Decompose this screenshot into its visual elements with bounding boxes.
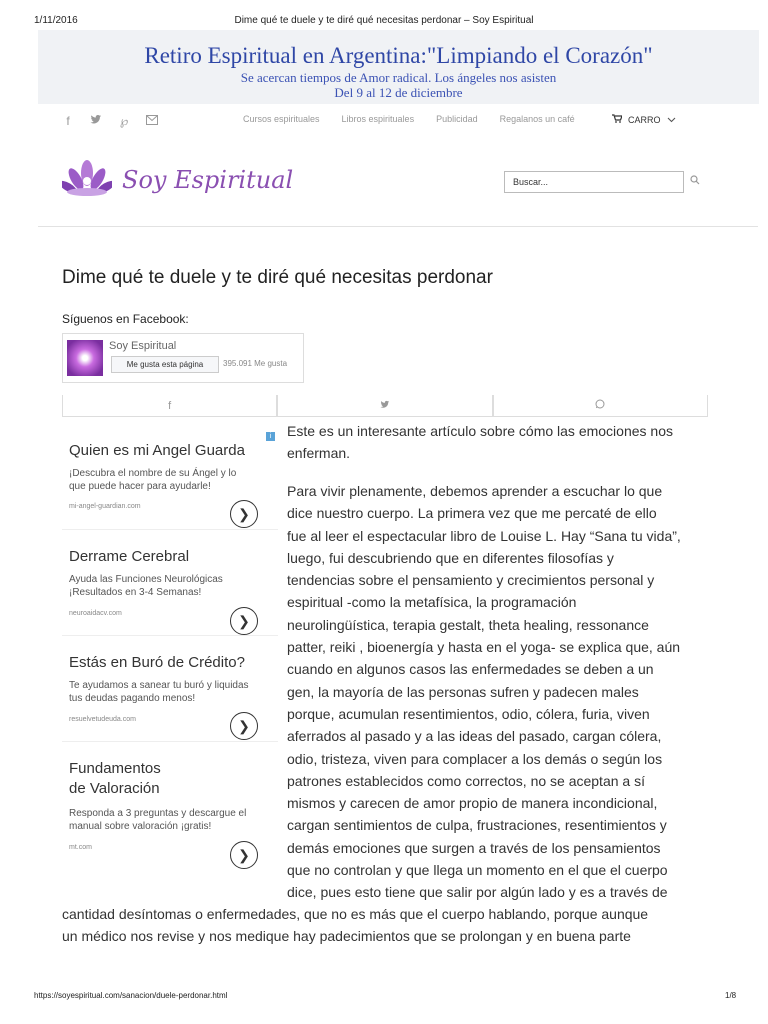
facebook-follow-label: Síguenos en Facebook: [62, 312, 189, 326]
ad-desc-line: Te ayudamos a sanear tu buró y liquidas [69, 680, 249, 691]
search-input[interactable]: Buscar... [504, 171, 684, 193]
ad-url: neuroaidacv.com [69, 610, 122, 617]
text-line: demás emociones que surgen a través de los pensamientos [287, 839, 661, 856]
ad-description [69, 679, 274, 705]
text-line: odio, tristeza, viven para complacer a los demás o según los [287, 750, 663, 767]
fb-like-button[interactable]: Me gusta esta página [111, 356, 219, 373]
email-icon[interactable] [146, 114, 158, 128]
print-url: https://soyespiritual.com/sanacion/duele-perdonar.html [34, 991, 228, 1000]
text-line: cuando en algunos casos las enfermedades se deben a un [287, 661, 654, 678]
banner-dates: Del 9 al 12 de diciembre [334, 85, 463, 100]
banner-subline: Se acercan tiempos de Amor radical. Los ángeles nos asisten [240, 70, 557, 85]
text-line: que no controlan y que llega un momento en el que el cuerpo [287, 862, 668, 879]
ad-desc-line: que puede hacer para ayudarle! [69, 481, 211, 492]
cart-icon [612, 114, 622, 125]
page-avatar[interactable] [67, 340, 103, 376]
print-title: Dime qué te duele y te diré qué necesitas perdonar – Soy Espiritual [234, 15, 534, 26]
ad-title[interactable]: Quien es mi Angel Guarda [69, 442, 245, 459]
text-line: neurolingüística, terapia gestalt, theta healing, ressonance [287, 616, 649, 633]
share-twitter-button[interactable] [277, 395, 492, 417]
logo-text: Soy Espiritual [122, 166, 294, 194]
whatsapp-icon [595, 400, 605, 412]
chevron-down-icon [667, 115, 676, 125]
text-line: dice nuestro cuerpo. La primera vez que me percaté de ello [287, 505, 657, 522]
promo-banner[interactable] [38, 30, 759, 104]
share-facebook-button[interactable] [62, 395, 277, 417]
text-line: luego, fui descubriendo que en diferentes filosofías y [287, 549, 614, 566]
share-whatsapp-button[interactable] [493, 395, 708, 417]
ad-chevron-right-icon[interactable]: ❯ [230, 500, 258, 528]
ad-desc-line: ¡Descubra el nombre de su Ángel y lo [69, 468, 237, 479]
ad-url: resuelvetudeuda.com [69, 716, 136, 723]
ad-card[interactable] [62, 539, 278, 636]
ad-desc-line: ¡Resultados en 3-4 Semanas! [69, 587, 202, 598]
ad-chevron-right-icon[interactable]: ❯ [230, 841, 258, 869]
pinterest-icon[interactable]: ℘ [119, 114, 129, 128]
page-title: Dime qué te duele y te diré qué necesitas perdonar [62, 267, 493, 288]
facebook-icon[interactable]: f [66, 114, 70, 128]
article-paragraph-continued [62, 903, 742, 948]
adchoices-icon[interactable]: i [266, 432, 275, 441]
lotus-icon [62, 159, 112, 201]
fb-like-count: 395.091 Me gusta [223, 359, 288, 368]
text-line: enferman. [287, 445, 351, 462]
share-bar [62, 395, 708, 417]
ad-desc-line: Responda a 3 preguntas y descargue el [69, 808, 247, 819]
ad-title-line: Fundamentos [69, 760, 161, 777]
twitter-icon[interactable] [90, 114, 102, 128]
social-links [62, 114, 158, 128]
text-line: patter, reiki , bioenergía y hasta en el yoga- se explica que, aún [287, 639, 681, 656]
ad-card[interactable] [62, 645, 278, 742]
search-icon[interactable] [690, 175, 700, 188]
ad-chevron-right-icon[interactable]: ❯ [230, 712, 258, 740]
ad-url: mt.com [69, 844, 92, 851]
print-date: 1/11/2016 [34, 15, 78, 26]
text-line: porque, acumulan resentimientos, odio, cólera, furia, viven [287, 705, 650, 722]
ad-chevron-right-icon[interactable]: ❯ [230, 607, 258, 635]
ad-title[interactable] [69, 759, 161, 799]
header-divider [38, 226, 758, 227]
text-line: dice, pues esto tiene que salir por algún lado y es a través de [287, 884, 668, 901]
text-line: un médico nos revise y nos medique hay padecimientos que se prolongan y en buena parte [62, 928, 631, 945]
text-line: tendencias sobre el pensamiento y crecimientos personal y [287, 572, 655, 589]
nav-cursos[interactable]: Cursos espirituales [243, 114, 320, 124]
ad-card[interactable] [62, 433, 278, 530]
text-line: cargan sentimientos de culpa, frustraciones, resentimientos y [287, 817, 667, 834]
text-line: fue al leer el espectacular libro de Louise L. Hay “Sana tu vida”, [287, 527, 681, 544]
facebook-page-widget [62, 333, 304, 383]
text-line: Este es un interesante artículo sobre cómo las emociones nos [287, 423, 673, 439]
nav-publicidad[interactable]: Publicidad [436, 114, 478, 124]
text-line: cantidad desíntomas o enfermedades, que no es más que el cuerpo hablando, porque aunque [62, 906, 649, 922]
nav-regalanos[interactable]: Regalanos un café [499, 114, 575, 124]
cart-menu[interactable] [612, 114, 676, 125]
ad-description [69, 573, 274, 599]
text-line: Para vivir plenamente, debemos aprender a escuchar lo que [287, 483, 663, 499]
ad-desc-line: Ayuda las Funciones Neurológicas [69, 574, 223, 585]
text-line: gen, la mayoría de las personas sufren y padecen males [287, 683, 639, 700]
text-line: patrones establecidos como correctos, no se aceptan a sí [287, 772, 645, 789]
article-paragraph [287, 420, 727, 465]
banner-headline: Retiro Espiritual en Argentina:"Limpiando el Corazón" [144, 43, 653, 68]
fb-page-name[interactable]: Soy Espiritual [109, 340, 177, 352]
article-paragraph [287, 480, 727, 904]
ad-url: mi-angel-guardian.com [69, 503, 141, 510]
twitter-icon [380, 400, 390, 412]
ad-description [69, 807, 274, 833]
text-line: espiritual -como la metafísica, la programación [287, 594, 577, 611]
nav-libros[interactable]: Libros espirituales [341, 114, 415, 124]
text-line: mismos y carecen de amor propio de manera incondicional, [287, 795, 658, 812]
ad-desc-line: tus deudas pagando menos! [69, 693, 196, 704]
ad-title[interactable]: Estás en Buró de Crédito? [69, 654, 245, 671]
ad-title[interactable]: Derrame Cerebral [69, 548, 190, 565]
facebook-icon: f [168, 400, 172, 412]
text-line: aferrados al pasado y a las ideas del pasado, cargan cólera, [287, 728, 662, 745]
print-page-number: 1/8 [725, 991, 737, 1000]
ad-title-line: de Valoración [69, 780, 160, 797]
ad-desc-line: manual sobre valoración ¡gratis! [69, 821, 212, 832]
ad-description [69, 467, 274, 493]
ad-card[interactable] [62, 751, 278, 871]
cart-label: CARRO [628, 114, 661, 125]
site-logo[interactable] [62, 159, 293, 201]
top-nav [243, 114, 597, 124]
